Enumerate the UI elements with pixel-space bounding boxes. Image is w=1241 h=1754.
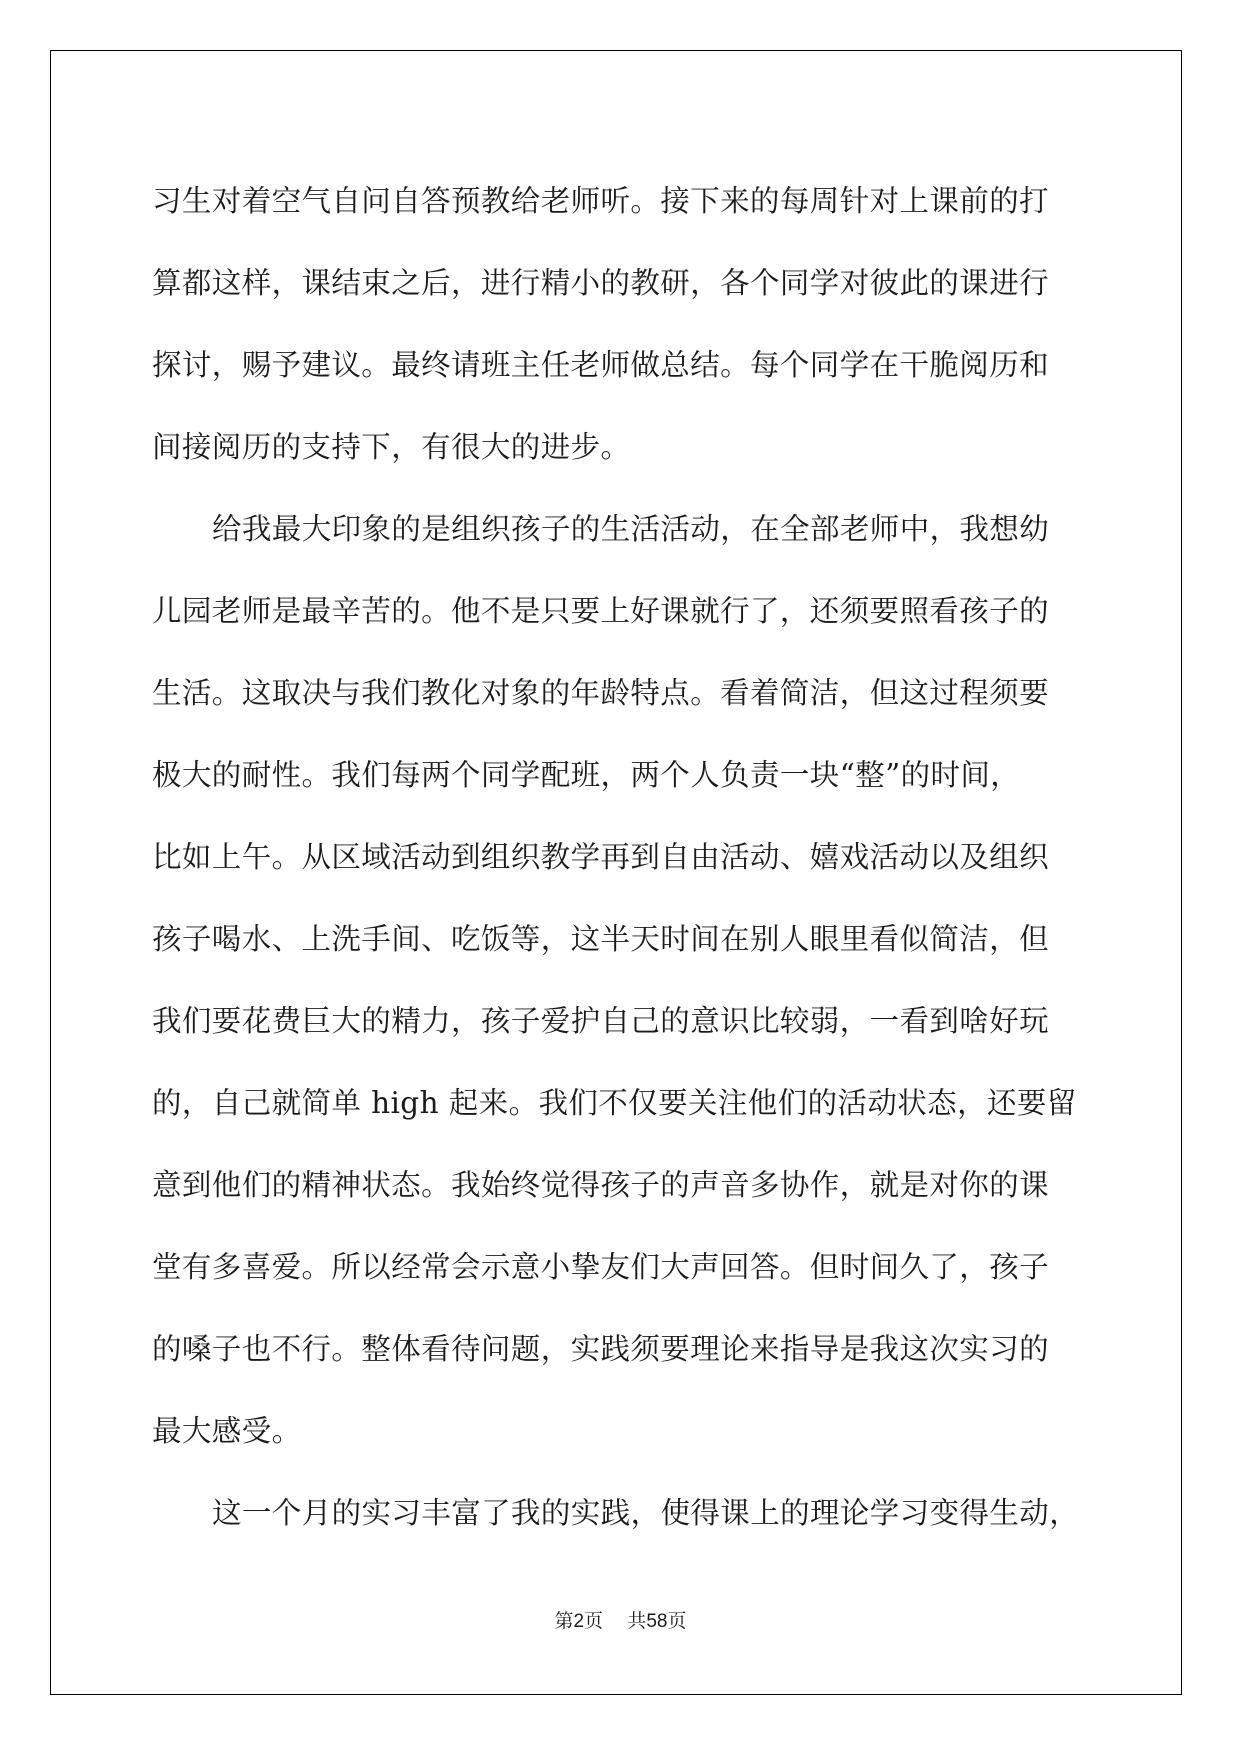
text-line: 堂有多喜爱。所以经常会示意小挚友们大声回答。但时间久了，孩子 (152, 1250, 1050, 1284)
total-prefix: 共 (627, 1610, 647, 1632)
text-line: 的，自己就简单 high 起来。我们不仅要关注他们的活动状态，还要留 (152, 1086, 1077, 1120)
text-line: 我们要花费巨大的精力，孩子爱护自己的意识比较弱，一看到啥好玩 (152, 1004, 1050, 1038)
page-footer (0, 1606, 1241, 1633)
text-line: 孩子喝水、上洗手间、吃饭等，这半天时间在别人眼里看似简洁，但 (152, 922, 1050, 956)
text-line: 意到他们的精神状态。我始终觉得孩子的声音多协作，就是对你的课 (152, 1168, 1050, 1202)
page-number: 2 (573, 1611, 585, 1632)
text-line: 儿园老师是最辛苦的。他不是只要上好课就行了，还须要照看孩子的 (152, 594, 1050, 628)
text-line: 探讨，赐予建议。最终请班主任老师做总结。每个同学在干脆阅历和 (152, 348, 1050, 382)
text-line: 最大感受。 (152, 1414, 302, 1448)
text-line: 算都这样，课结束之后，进行精小的教研，各个同学对彼此的课进行 (152, 266, 1050, 300)
text-line: 习生对着空气自问自答预教给老师听。接下来的每周针对上课前的打 (152, 184, 1050, 218)
text-line: 的嗓子也不行。整体看待问题，实践须要理论来指导是我这次实习的 (152, 1332, 1050, 1366)
paragraph-start-line: 这一个月的实习丰富了我的实践，使得课上的理论学习变得生动， (212, 1496, 1080, 1530)
text-line: 间接阅历的支持下，有很大的进步。 (152, 430, 631, 464)
page-suffix: 页 (584, 1610, 604, 1632)
text-line: 生活。这取决与我们教化对象的年龄特点。看着简洁，但这过程须要 (152, 676, 1050, 710)
total-suffix: 页 (667, 1610, 687, 1632)
page-prefix: 第 (554, 1610, 574, 1632)
total-pages: 58 (646, 1611, 668, 1632)
text-line: 比如上午。从区域活动到组织教学再到自由活动、嬉戏活动以及组织 (152, 840, 1050, 874)
paragraph-start-line: 给我最大印象的是组织孩子的生活活动，在全部老师中，我想幼 (212, 512, 1050, 546)
document-body (152, 160, 1092, 1554)
text-line: 极大的耐性。我们每两个同学配班，两个人负责一块“整”的时间， (152, 758, 1021, 792)
